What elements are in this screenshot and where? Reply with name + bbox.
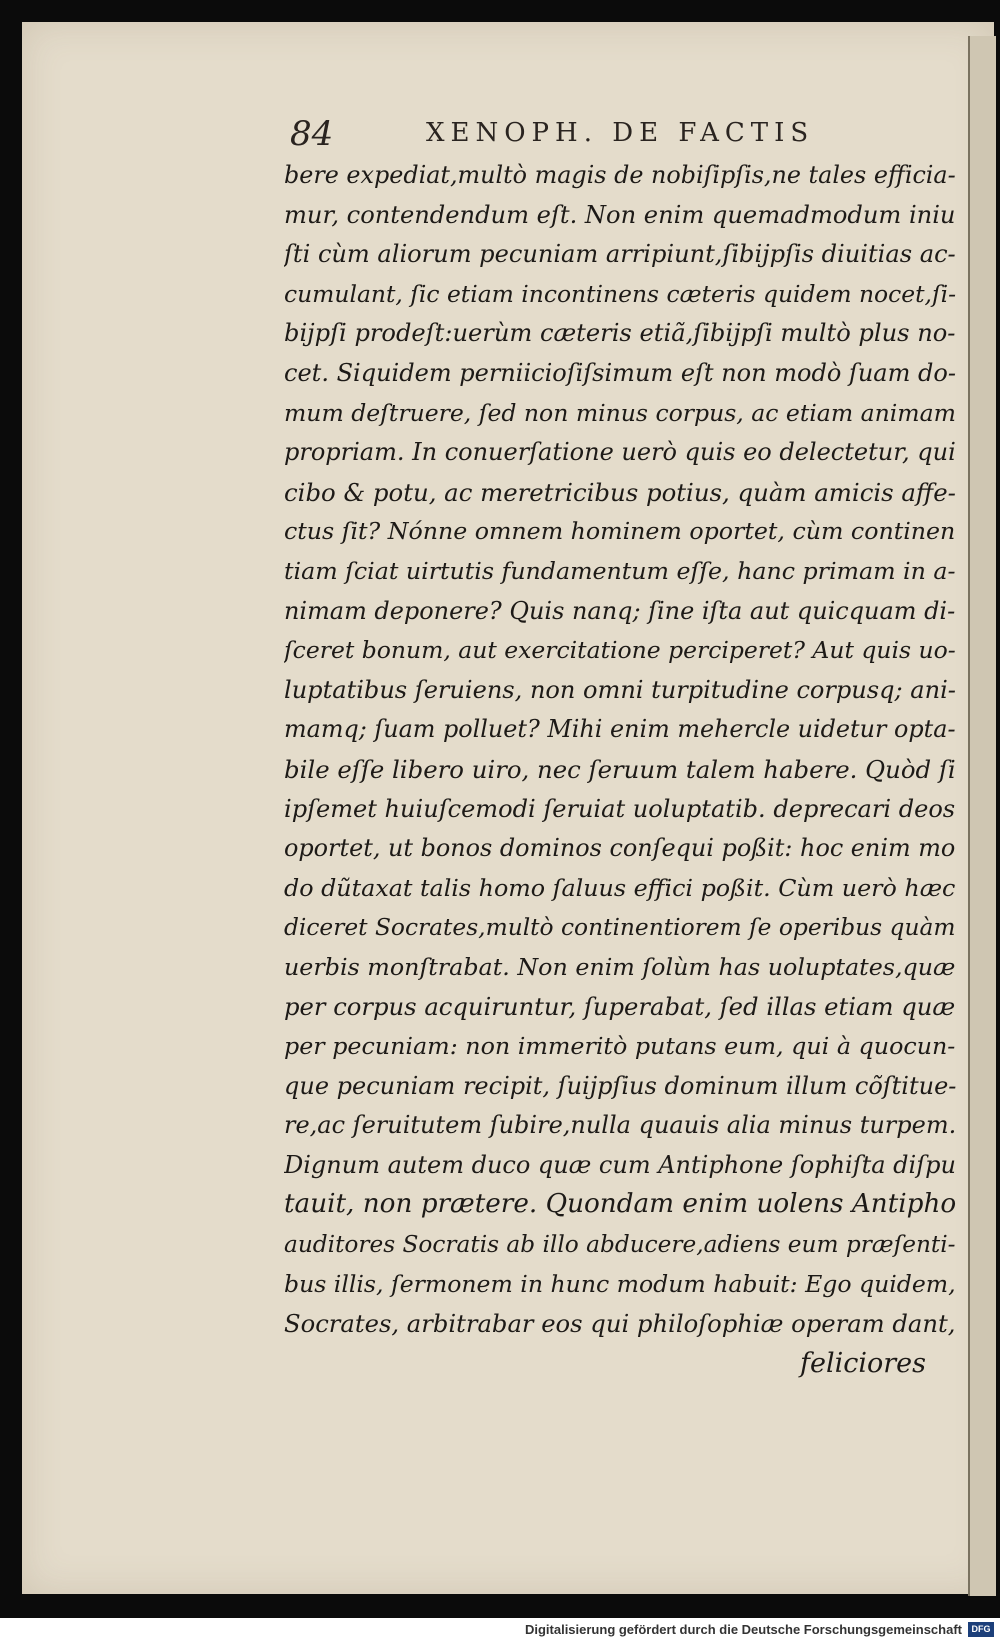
text-line: tiam ſciat uirtutis fundamentum eſſe, hanc primam in a-: [284, 556, 956, 585]
text-line: nimam deponere? Quis nanq; ſine iſta aut quicquam di-: [284, 596, 956, 625]
text-line: oportet, ut bonos dominos conſequi poßit: hoc enim mo: [284, 834, 956, 863]
text-line: cibo & potu, ac meretricibus potius, quàm amicis affe-: [284, 477, 956, 507]
text-line: mur, contendendum eſt. Non enim quemadmodum iniu: [284, 200, 956, 229]
text-line: per pecuniam: non immeritò putans eum, qui à quocun-: [284, 1032, 956, 1061]
text-line: do dũtaxat talis homo ſaluus effici poßit. Cùm uerò hæc: [284, 873, 956, 902]
text-line: bile eſſe libero uiro, nec ſeruum talem habere. Quòd ſi: [284, 754, 956, 784]
page-edge: [968, 36, 996, 1596]
catchword: feliciores: [800, 1347, 926, 1379]
funding-credit: Digitalisierung gefördert durch die Deutsche Forschungsgemeinschaft: [524, 1622, 962, 1637]
footer-bar: [0, 1618, 1000, 1642]
text-line: propriam. In conuerſatione uerò quis eo delectetur, qui: [284, 438, 956, 467]
text-line: auditores Socratis ab illo abducere,adiens eum præſenti-: [284, 1231, 956, 1259]
text-line: Dignum autem duco quæ cum Antiphone ſophiſta diſpu: [284, 1150, 956, 1179]
text-line: ctus ſit? Nónne omnem hominem oportet, cùm continen: [284, 517, 956, 546]
text-line: bijpſi prodeſt:uerùm cæteris etiã,ſibijpſi multò plus no-: [284, 319, 956, 348]
text-line: que pecuniam recipit, ſuijpſius dominum illum cõſtitue-: [284, 1071, 956, 1100]
text-line: cet. Siquidem perniicioſiſsimum eſt non modò ſuam do-: [284, 358, 956, 387]
text-line: re,ac ſeruitutem ſubire,nulla quauis alia minus turpem.: [284, 1111, 956, 1140]
text-line: ſti cùm aliorum pecuniam arripiunt,ſibijpſis diuitias ac-: [284, 240, 956, 269]
text-line: ſceret bonum, aut exercitatione perciperet? Aut quis uo-: [284, 636, 956, 665]
text-block: [284, 156, 956, 1383]
text-line: uerbis monſtrabat. Non enim ſolùm has uoluptates,quæ: [284, 952, 956, 981]
text-line: diceret Socrates,multò continentiorem ſe operibus quàm: [284, 914, 956, 942]
text-line: mum deſtruere, ſed non minus corpus, ac etiam animam: [284, 398, 956, 427]
text-line: luptatibus ſeruiens, non omni turpitudine corpusq; ani-: [284, 675, 956, 704]
text-line: cumulant, ſic etiam incontinens cæteris quidem nocet,ſi-: [284, 279, 956, 308]
text-line: bere expediat,multò magis de nobiſipſis,ne tales efficia-: [284, 161, 956, 189]
running-title: XENOPH. DE FACTIS: [426, 118, 815, 148]
text-line: mamq; ſuam polluet? Mihi enim mehercle uidetur opta-: [284, 715, 956, 744]
text-line: bus illis, ſermonem in hunc modum habuit: Ego quidem,: [284, 1269, 956, 1298]
running-head: [290, 114, 850, 158]
text-line: Socrates, arbitrabar eos qui philoſophiæ operam dant,: [284, 1309, 956, 1339]
text-line: per corpus acquiruntur, ſuperabat, ſed illas etiam quæ: [284, 992, 956, 1022]
page-number: 84: [290, 114, 334, 154]
text-line: ipſemet huiuſcemodi ſeruiat uoluptatib. deprecari deos: [284, 794, 956, 823]
text-line: tauit, non prætere. Quondam enim uolens Antipho: [284, 1189, 956, 1220]
dfg-logo: DFG: [968, 1622, 994, 1637]
book-page: [22, 22, 994, 1594]
